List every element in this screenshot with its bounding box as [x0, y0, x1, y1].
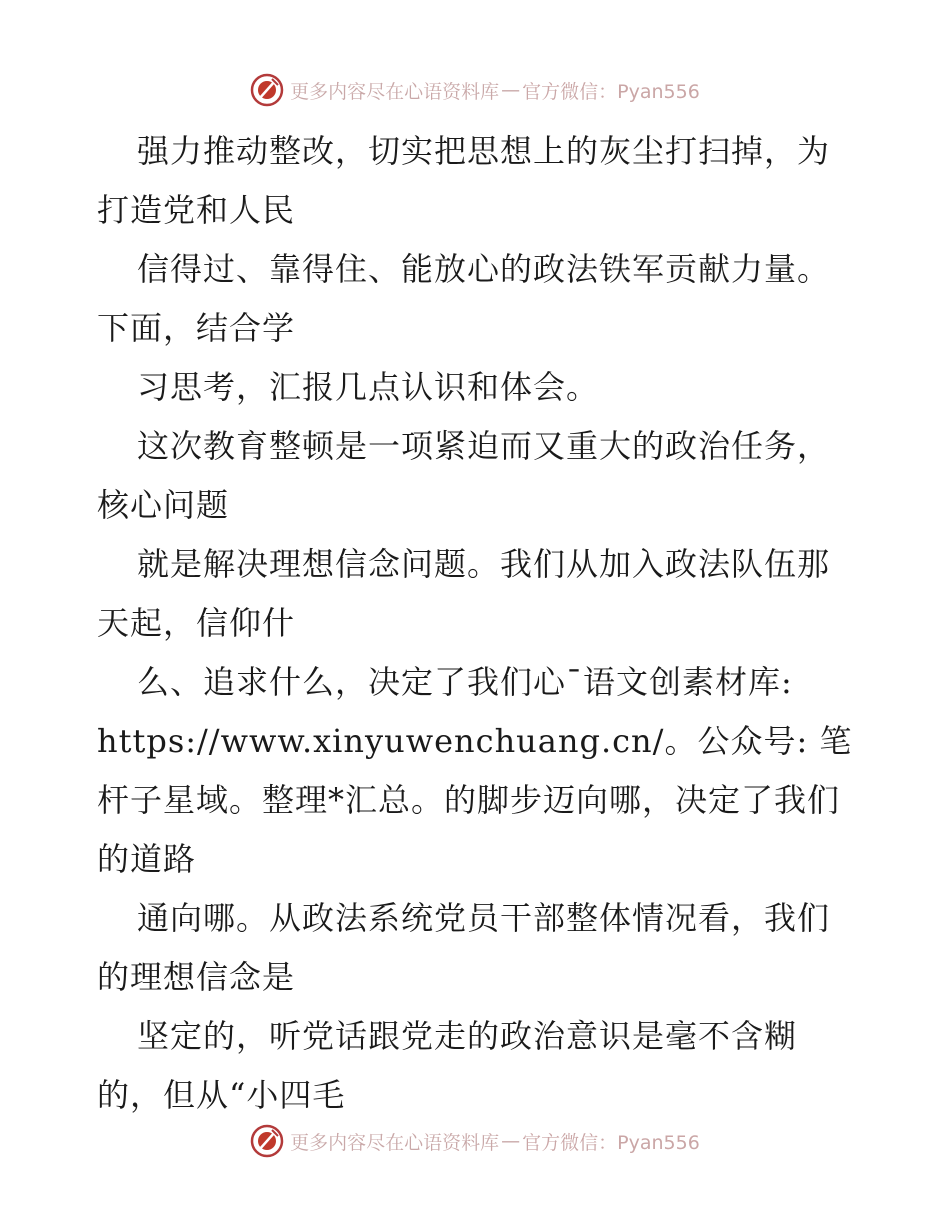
header-site-text: 更多内容尽在心语资料库 — [290, 80, 500, 103]
body-line-8: 坚定的，听党话跟党走的政治意识是毫不含糊的，但从“小四毛 — [97, 1017, 798, 1114]
footer-banner — [0, 1124, 950, 1158]
body-line-6: 么、追求什么，决定了我们心¯语文创素材库: https://www.xinyuwenchuang.cn/。公众号: 笔杆子星域。整理*汇总。的脚步迈向哪，决定了我们的道路 — [97, 663, 853, 878]
pen-seal-logo-icon — [250, 1124, 284, 1158]
body-line-5: 就是解决理想信念问题。我们从加入政法队伍那天起，信仰什 — [97, 545, 831, 642]
body-line-1: 强力推动整改，切实把思想上的灰尘打扫掉，为打造党和人民 — [97, 132, 831, 229]
header-banner — [0, 73, 950, 107]
footer-site-text: 更多内容尽在心语资料库 — [290, 1131, 500, 1154]
document-body — [97, 122, 857, 1125]
body-line-7: 通向哪。从政法系统党员干部整体情况看，我们的理想信念是 — [97, 899, 831, 996]
body-line-3: 习思考，汇报几点认识和体会。 — [137, 368, 600, 406]
pen-seal-logo-icon — [250, 73, 284, 107]
footer-wechat-text: 官方微信：Pyan556 — [522, 1131, 700, 1154]
header-separator: — — [501, 79, 521, 101]
body-line-2: 信得过、靠得住、能放心的政法铁军贡献力量。下面，结合学 — [97, 250, 831, 347]
header-wechat-text: 官方微信：Pyan556 — [522, 80, 700, 103]
body-line-4: 这次教育整顿是一项紧迫而又重大的政治任务，核心问题 — [97, 427, 831, 524]
footer-separator: — — [501, 1130, 521, 1152]
